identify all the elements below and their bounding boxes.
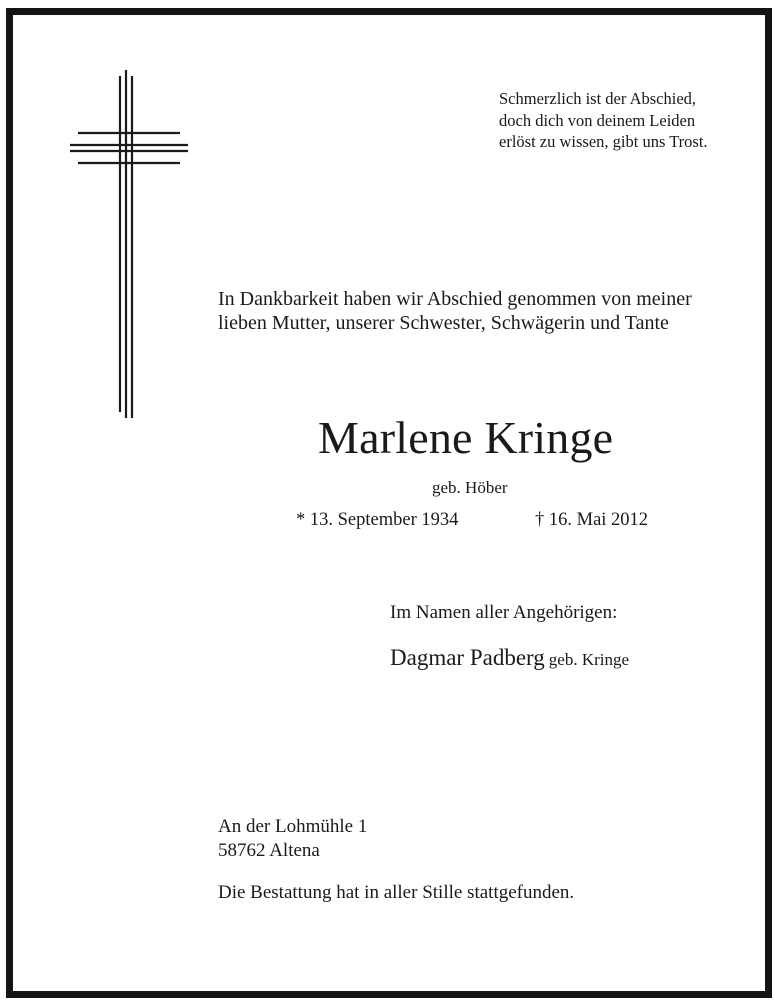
- birth-date: * 13. September 1934: [296, 510, 459, 530]
- signer-birth-name: geb. Kringe: [548, 650, 630, 669]
- mourners-label: Im Namen aller Angehörigen:: [390, 602, 618, 623]
- intro-line: lieben Mutter, unserer Schwester, Schwägerin und Tante: [218, 312, 669, 334]
- deceased-birth-name: geb. Höber: [432, 478, 508, 497]
- intro-line: In Dankbarkeit haben wir Abschied genommen von meiner: [218, 288, 692, 310]
- quote-line: Schmerzlich ist der Abschied,: [499, 89, 697, 108]
- deceased-name: Marlene Kringe: [318, 412, 614, 463]
- signer-name: Dagmar Padberg: [390, 645, 545, 670]
- signer: [390, 645, 629, 671]
- quote-line: erlöst zu wissen, gibt uns Trost.: [499, 132, 708, 151]
- death-date: † 16. Mai 2012: [535, 510, 649, 530]
- address-street: An der Lohmühle 1: [218, 816, 368, 837]
- address-city: 58762 Altena: [218, 840, 320, 861]
- address-block: [218, 815, 367, 863]
- quote-line: doch dich von deinem Leiden: [499, 110, 696, 130]
- cross-icon: [70, 70, 188, 418]
- consolation-quote: [499, 88, 708, 153]
- funeral-note: Die Bestattung hat in aller Stille stattgefunden.: [218, 882, 575, 903]
- intro-text: [218, 287, 692, 335]
